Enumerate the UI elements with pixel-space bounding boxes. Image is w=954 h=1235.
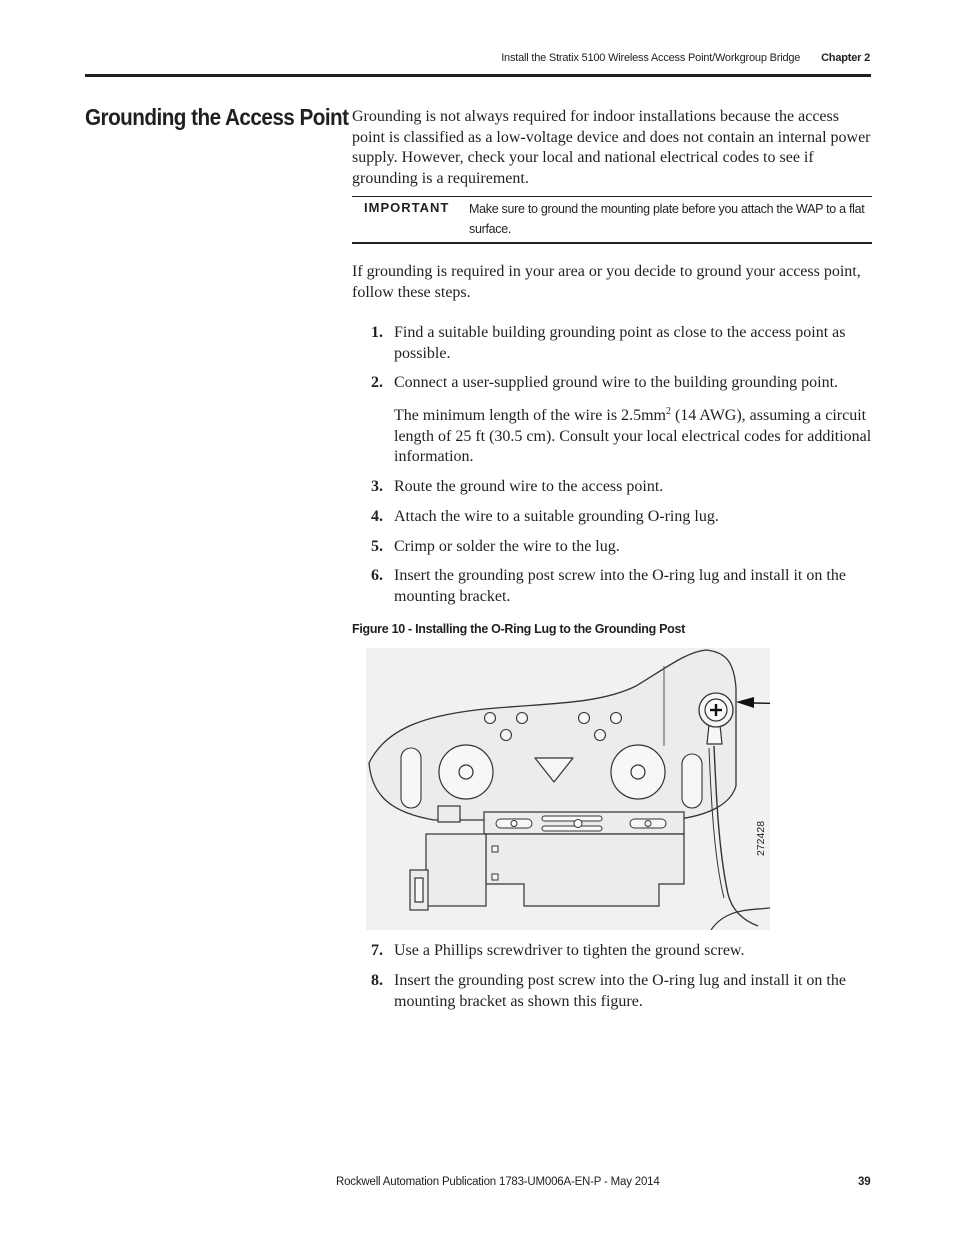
chapter-label: Chapter 2 (821, 52, 870, 64)
intro-paragraph: Grounding is not always required for indoor installations because the access point is classified as a low-voltage device and does not contain an internal power supply. However, check your local and national electrical codes to see if grounding is a requirement. (352, 108, 871, 187)
step-number: 5. (371, 538, 383, 555)
keyhole-slot-left (401, 748, 421, 808)
step-number: 2. (371, 374, 383, 391)
step-number: 1. (371, 324, 383, 341)
step-text: Route the ground wire to the access point. (394, 478, 664, 495)
step-number: 3. (371, 478, 383, 495)
grounding-figure (366, 648, 770, 930)
publication-id: Rockwell Automation Publication 1783-UM006A-EN-P - May 2014 (336, 1176, 660, 1188)
step-text: Insert the grounding post screw into the O-ring lug and install it on the mounting bracket as shown this figure. (394, 972, 846, 1010)
step-text: Attach the wire to a suitable grounding O-ring lug. (394, 508, 719, 525)
important-label: IMPORTANT (364, 200, 450, 215)
step-number: 4. (371, 508, 383, 525)
step-text: Use a Phillips screwdriver to tighten the ground screw. (394, 942, 745, 959)
wire-note-end: (14 AWG), assuming a circuit length of 25 ft (30.5 cm). Consult your local electrical codes for additional information. (394, 407, 872, 465)
keyhole-slot-right (682, 754, 702, 808)
important-text: Make sure to ground the mounting plate before you attach the WAP to a flat surface. (469, 202, 865, 236)
step-text: Connect a user-supplied ground wire to the building grounding point. (394, 374, 839, 391)
step-text: Insert the grounding post screw into the O-ring lug and install it on the mounting bracket. (394, 567, 846, 605)
figure-caption: Figure 10 - Installing the O-Ring Lug to the Grounding Post (352, 622, 685, 636)
figure-id-label: 272428 (755, 820, 767, 856)
step-number: 8. (371, 972, 383, 989)
running-header (501, 52, 870, 64)
step-number: 6. (371, 567, 383, 584)
step-number: 7. (371, 942, 383, 959)
important-callout (352, 196, 872, 244)
wire-note (394, 406, 874, 468)
page-number: 39 (858, 1176, 871, 1188)
running-header-title: Install the Stratix 5100 Wireless Access Point/Workgroup Bridge (501, 52, 801, 64)
section-title: Grounding the Access Point (85, 104, 349, 130)
header-rule (85, 74, 871, 77)
lead-paragraph: If grounding is required in your area or you decide to ground your access point, follow these steps. (352, 263, 861, 301)
step-text: Crimp or solder the wire to the lug. (394, 538, 620, 555)
wire-note-start: The minimum length of the wire is 2.5mm (394, 407, 666, 424)
slotted-bar (484, 812, 684, 834)
step-text: Find a suitable building grounding point as close to the access point as possible. (394, 324, 846, 362)
wire-note-superscript: 2 (665, 406, 671, 417)
